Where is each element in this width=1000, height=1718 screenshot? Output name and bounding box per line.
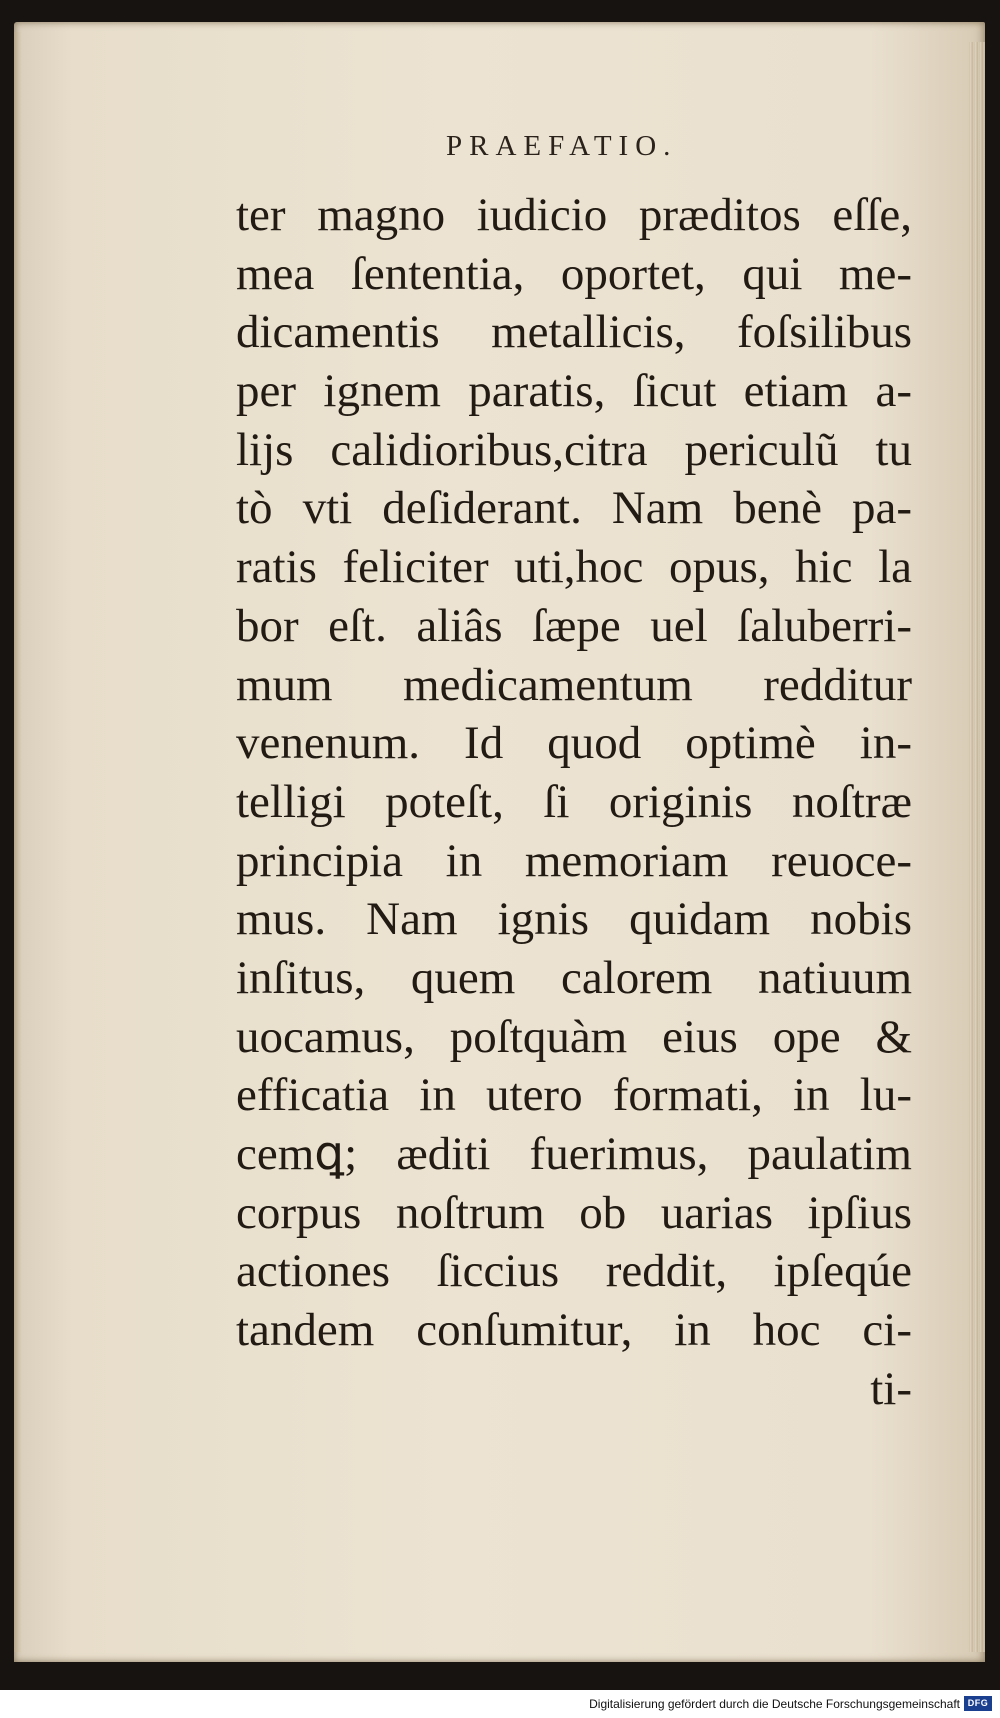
text-line: uocamus, poſtquàm eius ope & (236, 1010, 912, 1063)
page-edge-left (14, 32, 22, 1652)
text-line: venenum. Id quod optimè in- (236, 717, 912, 770)
text-line: mum medicamentum redditur (236, 658, 912, 711)
text-line: tò vti deſiderant. Nam benè pa- (236, 482, 912, 535)
text-line: per ignem paratis, ſicut etiam a- (236, 365, 912, 418)
text-line: principia in memoriam reuoce- (236, 834, 912, 887)
text-line: corpus noſtrum ob uarias ipſius (236, 1186, 912, 1239)
funding-notice: Digitalisierung gefördert durch die Deutsche Forschungsgemeinschaft (589, 1697, 960, 1711)
text-line: bor eſt. aliâs ſæpe uel ſaluberri- (236, 599, 912, 652)
text-line: ter magno iudicio præditos eſſe, (236, 189, 912, 241)
text-line: dicamentis metallicis, foſsilibus (236, 306, 912, 359)
running-header: PRAEFATIO. (446, 130, 678, 162)
page-edge-right (969, 42, 985, 1652)
text-line: mus. Nam ignis quidam nobis (236, 893, 912, 946)
text-line: cemꝗ; æditi fuerimus, paulatim (236, 1128, 912, 1180)
footer-bar (0, 1690, 1000, 1718)
text-line: tandem conſumitur, in hoc ci- (236, 1304, 912, 1357)
text-line: ti- (870, 1362, 912, 1415)
dfg-logo: DFG (964, 1696, 992, 1711)
text-line: telligi poteſt, ſi originis noſtræ (236, 775, 912, 828)
text-line: actiones ſiccius reddit, ipſeqúe (236, 1245, 912, 1298)
text-line: efficatia in utero formati, in lu- (236, 1069, 912, 1122)
body-text (236, 186, 912, 1418)
text-line: mea ſententia, oportet, qui me- (236, 247, 912, 300)
text-line: lijs calidioribus,citra periculũ tu (236, 423, 912, 476)
text-line: ratis feliciter uti,hoc opus, hic la (236, 541, 912, 594)
text-line: inſitus, quem calorem natiuum (236, 951, 912, 1004)
